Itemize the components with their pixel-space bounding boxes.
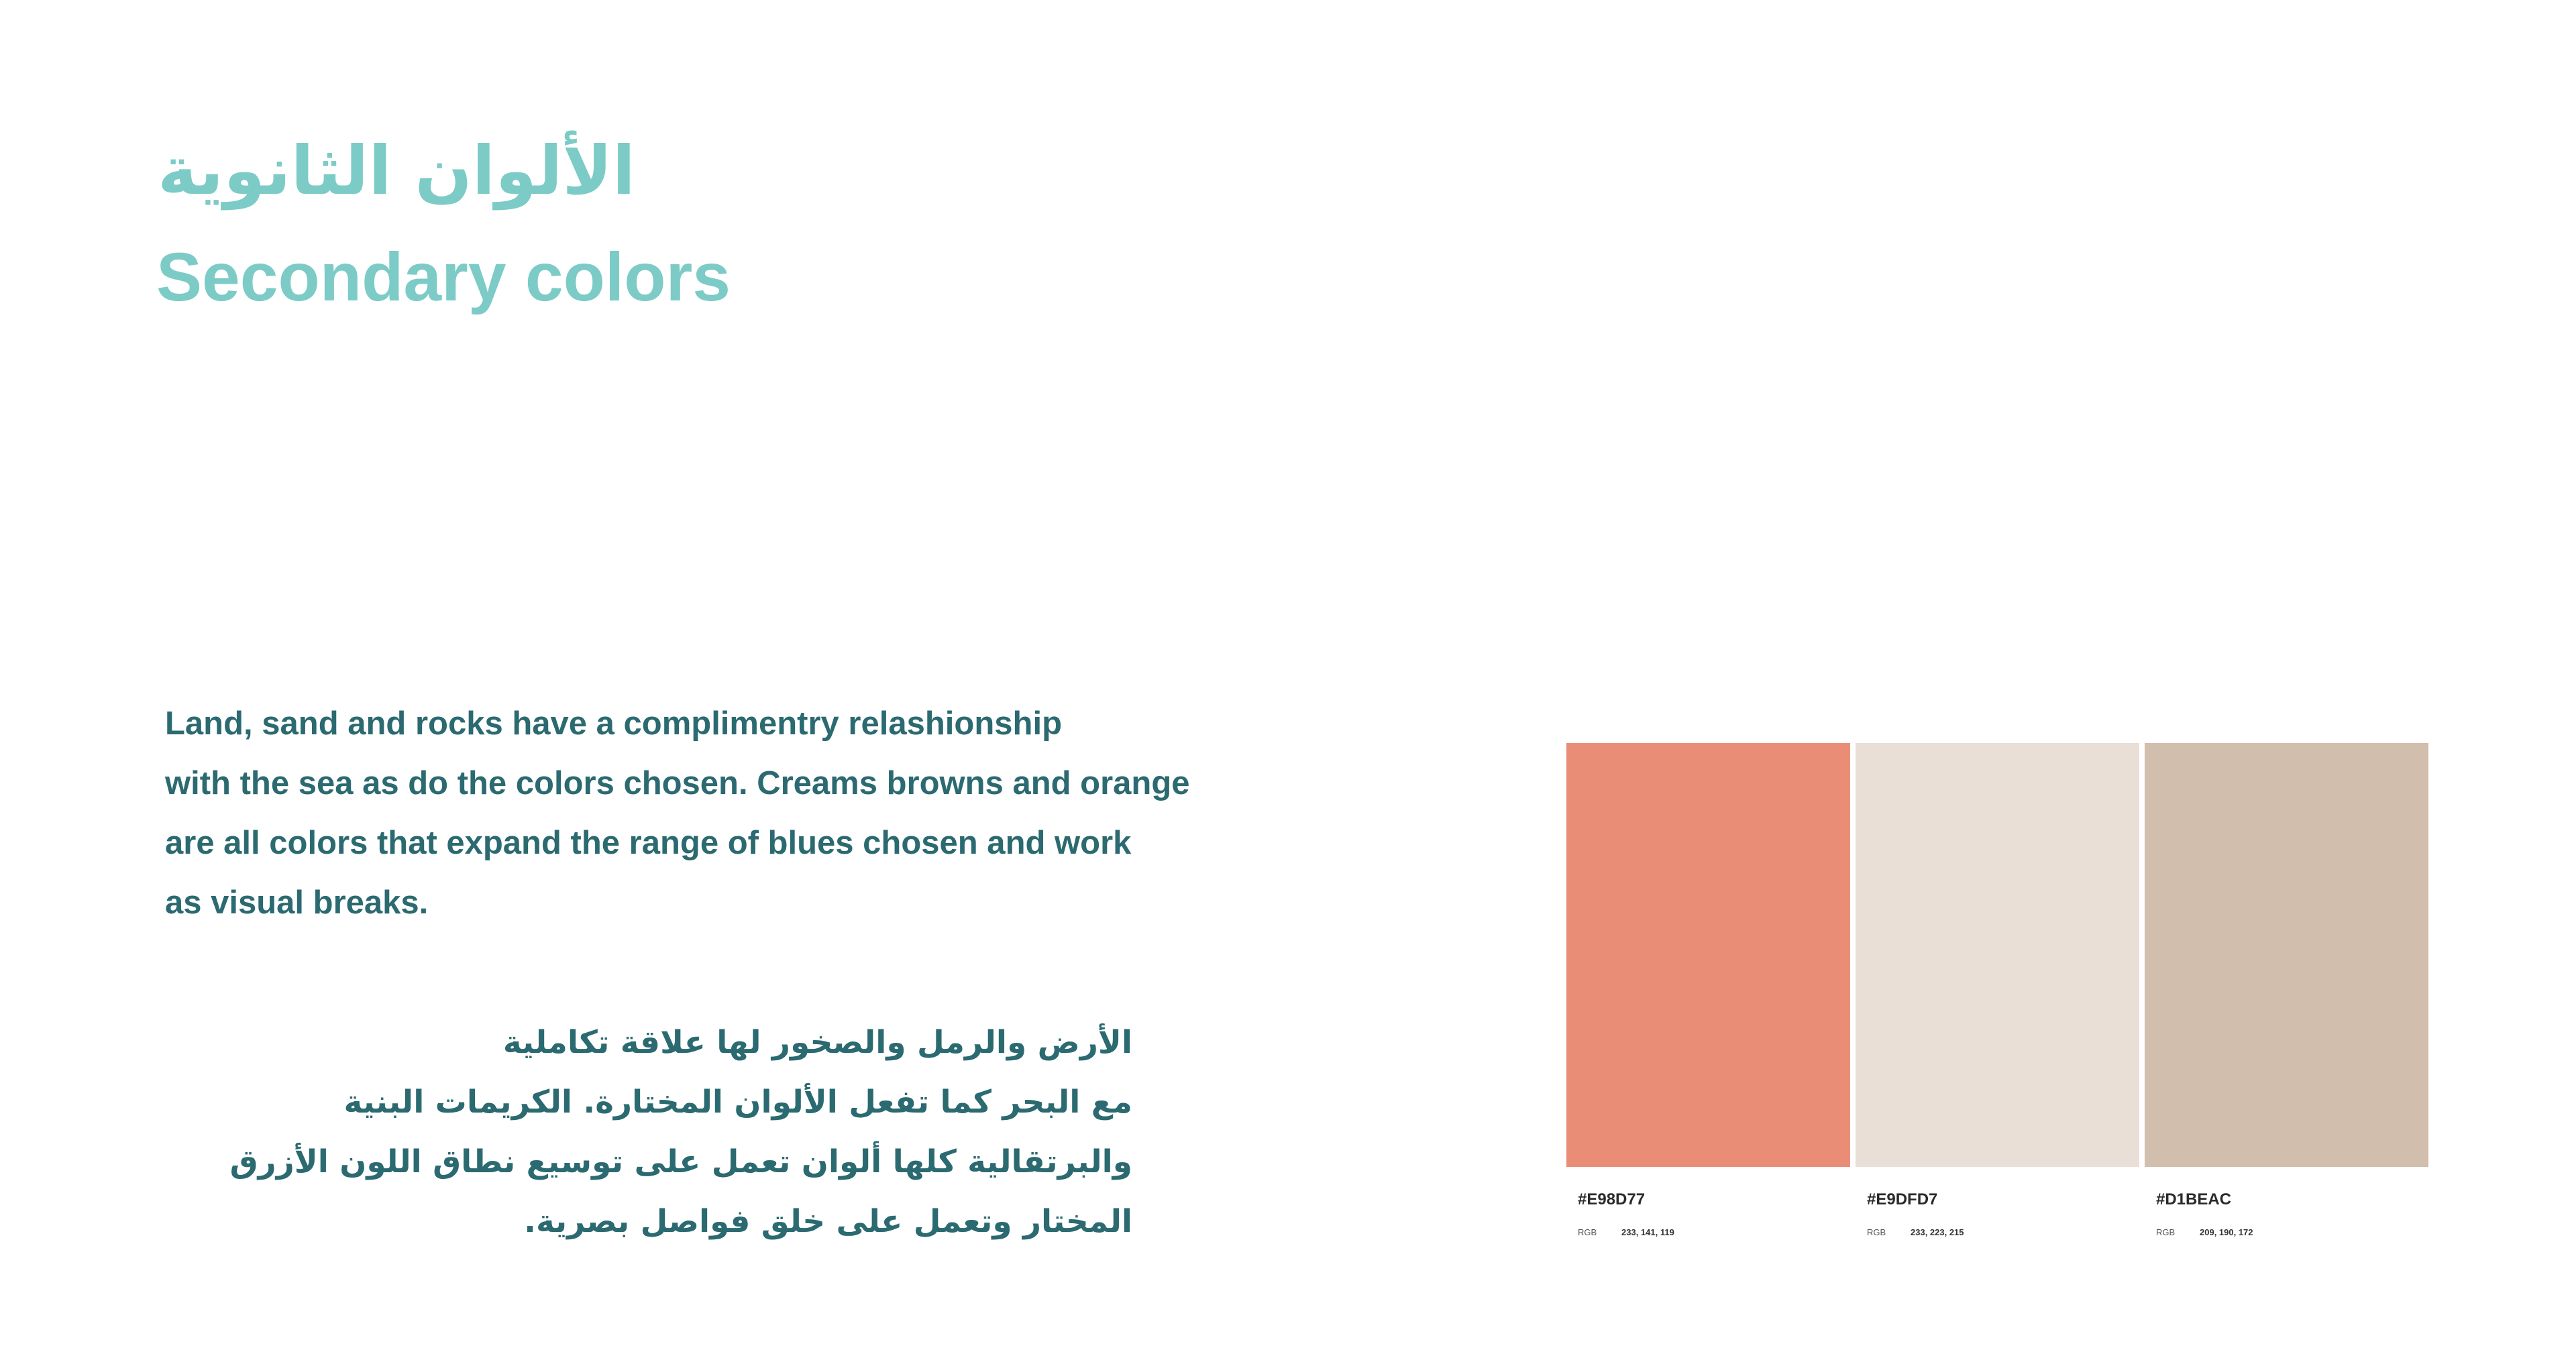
swatch-hex-code: #D1BEAC: [2156, 1190, 2232, 1208]
description-english: [165, 694, 1305, 933]
swatch-hex-code: #E9DFD7: [1867, 1190, 1938, 1208]
swatch-chip: [2145, 743, 2428, 1167]
swatch-rgb-label: RGB: [2156, 1227, 2176, 1237]
page-title-english: Secondary colors: [156, 239, 731, 315]
swatch-chip: [1566, 743, 1850, 1167]
description-arabic-line: والبرتقالية كلها ألوان تعمل على توسيع نطاق اللون الأزرق: [229, 1143, 1132, 1180]
swatch-rgb-label: RGB: [1578, 1227, 1597, 1237]
swatch-hex-code: #E98D77: [1578, 1190, 1646, 1208]
page-title-arabic: الألوان الثانوية: [158, 131, 636, 210]
description-arabic: [161, 1013, 1132, 1251]
swatch-rgb-label: RGB: [1867, 1227, 1886, 1237]
description-arabic-line: المختار وتعمل على خلق فواصل بصرية.: [524, 1203, 1132, 1240]
swatch-coral: [1566, 743, 1850, 1237]
description-arabic-line: الأرض والرمل والصخور لها علاقة تكاملية: [502, 1024, 1132, 1061]
swatch-sand: [2145, 743, 2428, 1237]
swatch-rgb-value: 233, 223, 215: [1911, 1227, 1964, 1237]
description-english-line: with the sea as do the colors chosen. Creams browns and orange: [165, 765, 1190, 801]
swatch-chip: [1856, 743, 2139, 1167]
swatch-rgb-value: 233, 141, 119: [1621, 1227, 1674, 1237]
swatch-rgb-value: 209, 190, 172: [2200, 1227, 2253, 1237]
description-english-line: as visual breaks.: [165, 885, 429, 921]
swatch-cream: [1856, 743, 2139, 1237]
description-english-line: Land, sand and rocks have a complimentry relashionship: [165, 705, 1062, 742]
description-english-line: are all colors that expand the range of blues chosen and work: [165, 825, 1132, 861]
description-arabic-line: مع البحر كما تفعل الألوان المختارة. الكريمات البنية: [343, 1084, 1132, 1121]
